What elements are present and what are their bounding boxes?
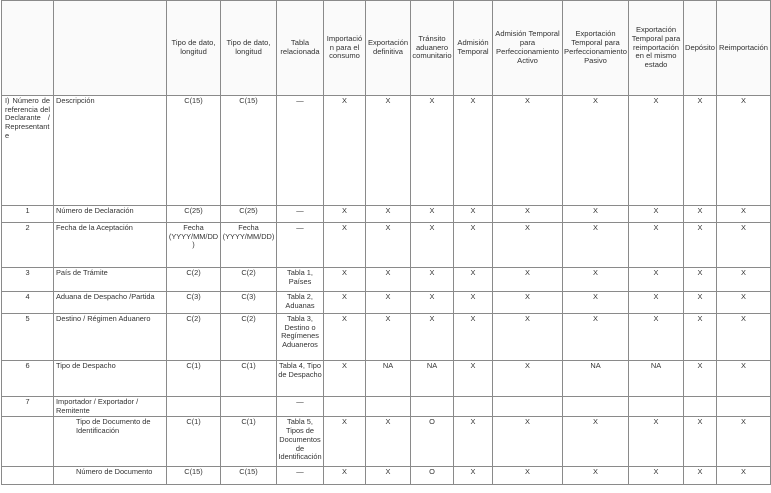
table-cell	[221, 397, 277, 417]
table-cell: X	[493, 206, 563, 223]
table-row	[2, 467, 771, 485]
header-cell: Admisión Temporal	[454, 1, 493, 96]
table-cell: X	[563, 417, 629, 467]
table-row	[2, 206, 771, 223]
field-label-cell: Destino / Régimen Aduanero	[54, 314, 167, 361]
table-cell: X	[629, 417, 684, 467]
table-cell: X	[493, 96, 563, 206]
table-cell: Tabla 2, Aduanas	[277, 292, 324, 314]
table-cell: X	[324, 361, 366, 397]
row-number-cell: 2	[2, 223, 54, 268]
table-cell: Fecha (YYYY/MM/DD)	[221, 223, 277, 268]
table-row	[2, 397, 771, 417]
header-cell: Exportación Temporal para reimportación en el mismo estado	[629, 1, 684, 96]
table-cell	[717, 397, 771, 417]
table-cell: X	[684, 223, 717, 268]
table-cell: X	[717, 268, 771, 292]
table-row	[2, 223, 771, 268]
table-cell: X	[366, 268, 411, 292]
table-cell: X	[454, 292, 493, 314]
table-cell: C(25)	[221, 206, 277, 223]
table-cell: X	[366, 223, 411, 268]
table-cell: X	[493, 223, 563, 268]
table-cell: C(15)	[167, 467, 221, 485]
table-cell: Tabla 1, Países	[277, 268, 324, 292]
table-cell: X	[324, 96, 366, 206]
table-cell: C(15)	[221, 467, 277, 485]
table-cell: C(15)	[167, 96, 221, 206]
table-cell: X	[717, 467, 771, 485]
table-cell: X	[717, 417, 771, 467]
table-cell: X	[411, 96, 454, 206]
table-cell: X	[324, 314, 366, 361]
table-cell: X	[324, 223, 366, 268]
table-cell: X	[493, 467, 563, 485]
table-cell: X	[493, 268, 563, 292]
table-cell: C(1)	[221, 361, 277, 397]
table-cell: C(1)	[221, 417, 277, 467]
header-cell: Tipo de dato, longitud	[221, 1, 277, 96]
table-cell: C(2)	[221, 268, 277, 292]
header-cell: Importación para el consumo	[324, 1, 366, 96]
row-number-cell: 5	[2, 314, 54, 361]
table-cell: X	[366, 467, 411, 485]
table-cell: X	[563, 96, 629, 206]
table-cell: X	[684, 268, 717, 292]
table-cell	[366, 397, 411, 417]
table-row	[2, 361, 771, 397]
table-cell: X	[366, 292, 411, 314]
field-label-cell: País de Trámite	[54, 268, 167, 292]
table-cell: X	[717, 96, 771, 206]
table-cell: X	[629, 467, 684, 485]
table-cell: X	[324, 292, 366, 314]
table-cell: X	[454, 206, 493, 223]
table-cell: C(2)	[167, 314, 221, 361]
header-cell: Reimportación	[717, 1, 771, 96]
header-cell	[54, 1, 167, 96]
data-field-table	[1, 0, 771, 485]
table-cell: X	[454, 223, 493, 268]
table-cell: C(1)	[167, 417, 221, 467]
row-number-cell	[2, 467, 54, 485]
table-cell: X	[324, 417, 366, 467]
table-cell: X	[563, 292, 629, 314]
table-cell: X	[717, 292, 771, 314]
table-cell: X	[563, 223, 629, 268]
table-cell: —	[277, 397, 324, 417]
table-cell: X	[684, 96, 717, 206]
header-cell: Admisión Temporal para Perfeccionamiento Activo	[493, 1, 563, 96]
table-cell: NA	[366, 361, 411, 397]
table-row	[2, 417, 771, 467]
table-cell: X	[493, 292, 563, 314]
table-cell: X	[366, 417, 411, 467]
table-cell: C(15)	[221, 96, 277, 206]
table-cell	[454, 397, 493, 417]
table-cell: X	[454, 417, 493, 467]
table-body	[2, 96, 771, 485]
table-cell: X	[366, 206, 411, 223]
table-cell: X	[493, 417, 563, 467]
table-cell	[167, 397, 221, 417]
table-cell: X	[366, 96, 411, 206]
field-label-cell: Tipo de Documento de Identificación	[54, 417, 167, 467]
row-number-cell: 7	[2, 397, 54, 417]
table-cell: X	[684, 314, 717, 361]
table-cell	[563, 397, 629, 417]
table-cell: X	[324, 268, 366, 292]
table-cell: X	[717, 206, 771, 223]
table-cell: X	[411, 223, 454, 268]
table-cell: Tabla 3, Destino o Regímenes Aduaneros	[277, 314, 324, 361]
table-cell: X	[563, 206, 629, 223]
row-number-cell: I) Número de referencia del Declarante / Representante	[2, 96, 54, 206]
field-label-cell: Número de Documento	[54, 467, 167, 485]
table-cell: —	[277, 467, 324, 485]
table-cell	[493, 397, 563, 417]
table-cell: Tabla 5, Tipos de Documentos de Identificación	[277, 417, 324, 467]
table-cell: X	[629, 223, 684, 268]
table-cell: X	[454, 96, 493, 206]
row-number-cell: 6	[2, 361, 54, 397]
table-cell: X	[563, 467, 629, 485]
header-cell	[2, 1, 54, 96]
table-cell	[411, 397, 454, 417]
table-cell: C(3)	[221, 292, 277, 314]
header-cell: Exportación definitiva	[366, 1, 411, 96]
table-cell	[684, 397, 717, 417]
table-row	[2, 314, 771, 361]
table-cell: —	[277, 206, 324, 223]
table-cell: Fecha (YYYY/MM/DD)	[167, 223, 221, 268]
table-row	[2, 292, 771, 314]
table-cell: X	[629, 314, 684, 361]
table-cell: X	[454, 268, 493, 292]
table-cell: X	[454, 467, 493, 485]
table-cell: X	[366, 314, 411, 361]
field-label-cell: Fecha de la Aceptación	[54, 223, 167, 268]
table-cell: X	[684, 361, 717, 397]
field-label-cell: Número de Declaración	[54, 206, 167, 223]
table-cell: X	[684, 417, 717, 467]
field-label-cell: Tipo de Despacho	[54, 361, 167, 397]
table-cell: X	[411, 206, 454, 223]
table-cell: O	[411, 467, 454, 485]
field-label-cell: Aduana de Despacho /Partida	[54, 292, 167, 314]
table-cell: X	[454, 314, 493, 361]
table-cell: X	[629, 268, 684, 292]
table-cell: X	[454, 361, 493, 397]
table-cell: X	[684, 206, 717, 223]
table-cell: X	[717, 223, 771, 268]
field-label-cell: Descripción	[54, 96, 167, 206]
header-row	[2, 1, 771, 96]
table-cell: X	[411, 314, 454, 361]
table-cell: X	[493, 314, 563, 361]
row-number-cell: 4	[2, 292, 54, 314]
table-cell: C(2)	[167, 268, 221, 292]
table-cell: X	[684, 292, 717, 314]
table-cell: X	[411, 268, 454, 292]
table-cell: X	[717, 361, 771, 397]
table-cell: X	[324, 206, 366, 223]
table-cell: —	[277, 96, 324, 206]
table-cell: X	[629, 96, 684, 206]
table-row	[2, 268, 771, 292]
table-cell: NA	[563, 361, 629, 397]
row-number-cell: 3	[2, 268, 54, 292]
table-cell: C(1)	[167, 361, 221, 397]
table-cell: X	[324, 467, 366, 485]
table-cell: NA	[629, 361, 684, 397]
table-cell: X	[684, 467, 717, 485]
header-cell: Tránsito aduanero comunitario	[411, 1, 454, 96]
table-cell: Tabla 4, Tipo de Despacho	[277, 361, 324, 397]
table-cell: O	[411, 417, 454, 467]
table-cell	[324, 397, 366, 417]
row-number-cell	[2, 417, 54, 467]
table-cell: C(25)	[167, 206, 221, 223]
table-row	[2, 96, 771, 206]
header-cell: Tabla relacionada	[277, 1, 324, 96]
header-cell: Depósito	[684, 1, 717, 96]
table-cell: X	[411, 292, 454, 314]
table-cell: X	[493, 361, 563, 397]
table-cell: C(3)	[167, 292, 221, 314]
table-cell: X	[563, 314, 629, 361]
table-cell: X	[629, 292, 684, 314]
row-number-cell: 1	[2, 206, 54, 223]
header-cell: Tipo de dato, longitud	[167, 1, 221, 96]
header-cell: Exportación Temporal para Perfeccionamiento Pasivo	[563, 1, 629, 96]
table-cell: C(2)	[221, 314, 277, 361]
field-label-cell: Importador / Exportador / Remitente	[54, 397, 167, 417]
table-cell: X	[717, 314, 771, 361]
table-cell: —	[277, 223, 324, 268]
table-cell: NA	[411, 361, 454, 397]
table-cell: X	[563, 268, 629, 292]
table-cell: X	[629, 206, 684, 223]
table-cell	[629, 397, 684, 417]
